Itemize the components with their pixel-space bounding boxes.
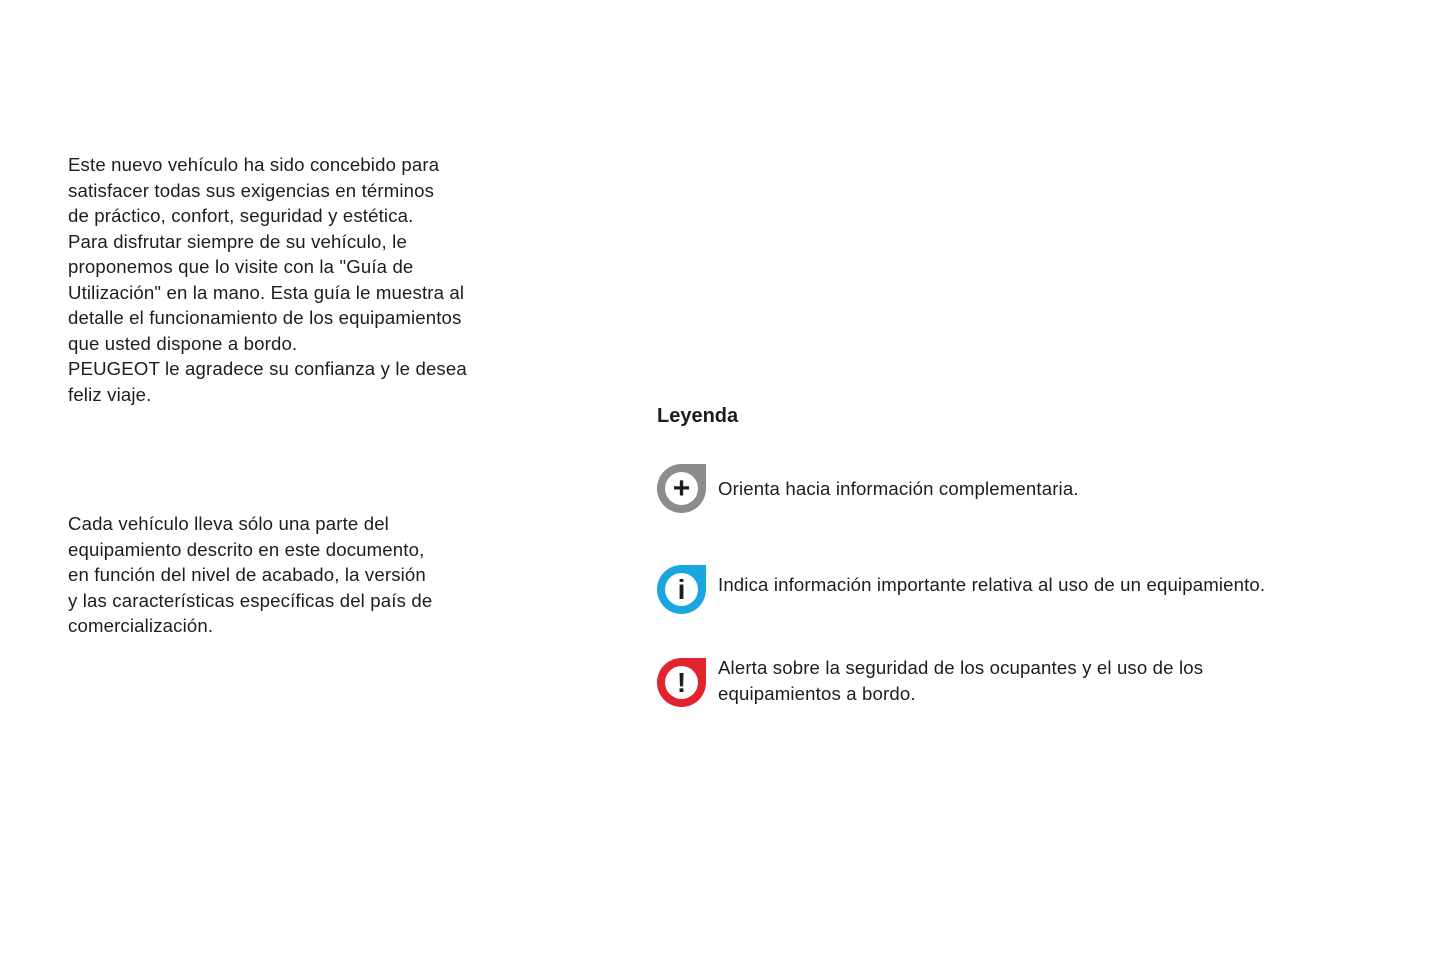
plus-info-icon <box>657 464 706 513</box>
text-line: equipamientos a bordo. <box>718 682 916 704</box>
text-line: PEUGEOT le agradece su confianza y le desea <box>68 358 467 379</box>
text-line: equipamiento descrito en este documento, <box>68 538 425 560</box>
text-line: de práctico, confort, seguridad y estética. <box>68 205 414 226</box>
text-line: Alerta sobre la seguridad de los ocupantes y el uso de los <box>718 657 1204 678</box>
text-line: que usted dispone a bordo. <box>68 332 298 354</box>
warning-icon <box>657 658 706 707</box>
text-line: satisfacer todas sus exigencias en términos <box>68 179 435 201</box>
legend-text <box>718 655 1203 706</box>
legend-title: Leyenda <box>657 405 739 427</box>
info-icon <box>657 565 706 614</box>
text-line: comercialización. <box>68 615 214 636</box>
text-line: Este nuevo vehículo ha sido concebido para <box>68 154 440 175</box>
text-line: detalle el funcionamiento de los equipamientos <box>68 307 462 328</box>
equipment-paragraph <box>68 511 432 639</box>
text-line: y las características específicas del país de <box>68 589 433 611</box>
text-line: en función del nivel de acabado, la versión <box>68 564 426 585</box>
text-line: feliz viaje. <box>68 383 152 405</box>
text-line: Cada vehículo lleva sólo una parte del <box>68 513 389 534</box>
text-line: Utilización" en la mano. Esta guía le muestra al <box>68 281 465 303</box>
icon-symbol: + <box>665 472 698 505</box>
icon-symbol: ! <box>665 666 698 699</box>
legend-text: Indica información importante relativa al uso de un equipamiento. <box>718 574 1266 595</box>
intro-paragraph <box>68 152 467 407</box>
text-line: Para disfrutar siempre de su vehículo, le <box>68 230 407 252</box>
icon-symbol: i <box>665 573 698 606</box>
text-line: proponemos que lo visite con la "Guía de <box>68 256 414 277</box>
legend-text: Orienta hacia información complementaria. <box>718 478 1079 499</box>
